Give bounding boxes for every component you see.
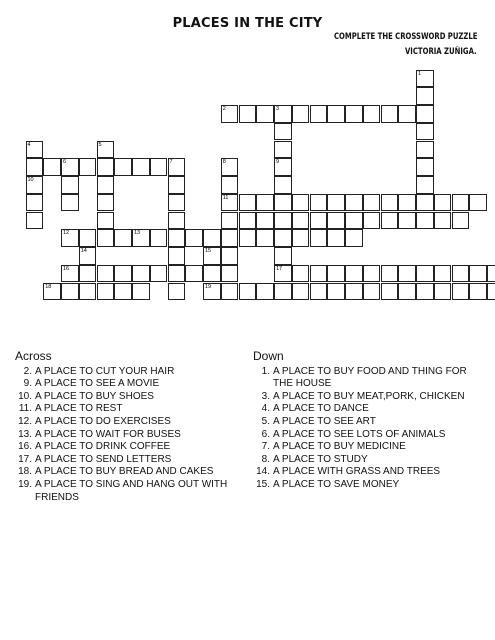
grid-cell[interactable] bbox=[61, 194, 79, 212]
grid-cell[interactable] bbox=[97, 283, 115, 301]
grid-cell[interactable] bbox=[398, 194, 416, 212]
cell-number: 2 bbox=[222, 106, 226, 112]
grid-cell[interactable] bbox=[274, 229, 292, 247]
clue-number: 5. bbox=[261, 415, 270, 427]
grid-cell[interactable] bbox=[292, 194, 310, 212]
clue-number: 13. bbox=[18, 428, 32, 440]
instructions: COMPLETE THE CROSSWORD PUZZLE bbox=[333, 32, 477, 42]
grid-cell[interactable] bbox=[132, 158, 150, 176]
grid-cell[interactable] bbox=[221, 194, 239, 212]
grid-cell[interactable] bbox=[26, 176, 44, 194]
grid-cell[interactable] bbox=[310, 194, 328, 212]
grid-cell[interactable] bbox=[292, 265, 310, 283]
grid-cell[interactable] bbox=[487, 265, 495, 283]
grid-cell[interactable] bbox=[114, 283, 132, 301]
across-clue bbox=[15, 366, 240, 379]
cell-number: 8 bbox=[222, 159, 226, 166]
grid-cell[interactable] bbox=[398, 265, 416, 283]
grid-cell[interactable] bbox=[150, 158, 168, 176]
grid-cell[interactable] bbox=[381, 212, 399, 230]
grid-cell[interactable] bbox=[221, 229, 239, 247]
clue-number: 16. bbox=[18, 441, 32, 453]
down-clue bbox=[253, 466, 485, 479]
grid-cell[interactable] bbox=[256, 229, 274, 247]
grid-cell[interactable] bbox=[274, 158, 292, 176]
grid-cell[interactable] bbox=[416, 87, 434, 105]
grid-cell[interactable] bbox=[239, 283, 257, 301]
down-clue bbox=[253, 391, 485, 404]
grid-cell[interactable] bbox=[452, 265, 470, 283]
down-heading: Down bbox=[253, 349, 284, 363]
grid-cell[interactable] bbox=[132, 265, 150, 283]
grid-cell[interactable] bbox=[452, 194, 470, 212]
grid-cell[interactable] bbox=[452, 283, 470, 301]
grid-cell[interactable] bbox=[150, 229, 168, 247]
across-clue bbox=[15, 378, 240, 391]
clue-text: A PLACE TO DO EXERCISES bbox=[35, 415, 171, 427]
grid-cell[interactable] bbox=[97, 176, 115, 194]
grid-cell[interactable] bbox=[381, 283, 399, 301]
clue-number: 12. bbox=[18, 415, 32, 427]
grid-cell[interactable] bbox=[26, 194, 44, 212]
grid-cell[interactable] bbox=[274, 105, 292, 123]
grid-cell[interactable] bbox=[274, 141, 292, 159]
grid-cell[interactable] bbox=[221, 176, 239, 194]
grid-cell[interactable] bbox=[150, 265, 168, 283]
grid-cell[interactable] bbox=[292, 229, 310, 247]
clue-number: 11. bbox=[18, 403, 32, 415]
grid-cell[interactable] bbox=[61, 283, 79, 301]
clue-number: 18. bbox=[18, 466, 32, 478]
grid-cell[interactable] bbox=[114, 158, 132, 176]
cell-number: 16 bbox=[63, 265, 70, 272]
grid-cell[interactable] bbox=[327, 283, 345, 301]
clue-text: A PLACE TO SING AND HANG OUT WITH FRIENDS bbox=[35, 478, 228, 503]
grid-cell[interactable] bbox=[203, 229, 221, 247]
cell-number: 14 bbox=[80, 248, 87, 254]
grid-cell[interactable] bbox=[221, 158, 239, 176]
down-clues bbox=[253, 350, 485, 492]
down-clue bbox=[253, 479, 485, 492]
grid-cell[interactable] bbox=[185, 229, 203, 247]
puzzle-title: PLACES IN THE CITY bbox=[172, 16, 323, 31]
grid-cell[interactable] bbox=[416, 105, 434, 123]
grid-cell[interactable] bbox=[274, 265, 292, 283]
clue-number: 14. bbox=[256, 466, 270, 478]
grid-cell[interactable] bbox=[79, 247, 97, 265]
cell-number: 11 bbox=[222, 194, 229, 201]
grid-cell[interactable] bbox=[239, 194, 257, 212]
grid-cell[interactable] bbox=[203, 265, 221, 283]
down-clue bbox=[253, 403, 485, 416]
across-clue bbox=[15, 391, 240, 404]
clue-number: 4. bbox=[261, 403, 270, 415]
grid-cell[interactable] bbox=[132, 229, 150, 247]
grid-cell[interactable] bbox=[43, 283, 61, 301]
grid-cell[interactable] bbox=[168, 212, 186, 230]
cell-number: 7 bbox=[169, 159, 173, 166]
down-clue bbox=[253, 441, 485, 454]
clue-text: A PLACE TO SEE ART bbox=[273, 415, 376, 427]
clue-number: 3. bbox=[261, 390, 270, 402]
grid-cell[interactable] bbox=[79, 158, 97, 176]
grid-cell[interactable] bbox=[469, 194, 487, 212]
grid-cell[interactable] bbox=[274, 194, 292, 212]
grid-cell[interactable] bbox=[434, 194, 452, 212]
across-clue bbox=[15, 441, 240, 454]
grid-cell[interactable] bbox=[310, 212, 328, 230]
clue-text: A PLACE TO REST bbox=[35, 403, 123, 415]
clue-number: 6. bbox=[261, 428, 270, 440]
grid-cell[interactable] bbox=[239, 229, 257, 247]
grid-cell[interactable] bbox=[239, 212, 257, 230]
grid-cell[interactable] bbox=[469, 265, 487, 283]
grid-cell[interactable] bbox=[487, 283, 495, 301]
grid-cell[interactable] bbox=[97, 265, 115, 283]
clue-text: A PLACE TO BUY MEDICINE bbox=[273, 441, 406, 453]
grid-cell[interactable] bbox=[97, 158, 115, 176]
grid-cell[interactable] bbox=[381, 105, 399, 123]
grid-cell[interactable] bbox=[416, 283, 434, 301]
grid-cell[interactable] bbox=[203, 247, 221, 265]
grid-cell[interactable] bbox=[79, 265, 97, 283]
cell-number: 9 bbox=[276, 159, 280, 166]
grid-cell[interactable] bbox=[469, 283, 487, 301]
across-clue bbox=[15, 479, 240, 504]
cell-number: 6 bbox=[63, 159, 67, 166]
author-name: VICTORIA ZUÑIGA. bbox=[405, 47, 477, 57]
clue-text: A PLACE TO DANCE bbox=[273, 403, 369, 415]
grid-cell[interactable] bbox=[381, 194, 399, 212]
grid-cell[interactable] bbox=[416, 123, 434, 141]
grid-cell[interactable] bbox=[416, 265, 434, 283]
grid-cell[interactable] bbox=[256, 212, 274, 230]
grid-cell[interactable] bbox=[97, 194, 115, 212]
clue-text: A PLACE TO BUY SHOES bbox=[35, 390, 154, 402]
clue-text: A PLACE WITH GRASS AND TREES bbox=[273, 466, 441, 478]
cell-number: 1 bbox=[418, 70, 422, 77]
grid-cell[interactable] bbox=[434, 212, 452, 230]
grid-cell[interactable] bbox=[256, 283, 274, 301]
grid-cell[interactable] bbox=[345, 212, 363, 230]
grid-cell[interactable] bbox=[168, 176, 186, 194]
grid-cell[interactable] bbox=[185, 265, 203, 283]
grid-cell[interactable] bbox=[363, 265, 381, 283]
grid-cell[interactable] bbox=[327, 194, 345, 212]
cell-number: 4 bbox=[27, 141, 31, 148]
grid-cell[interactable] bbox=[221, 212, 239, 230]
grid-cell[interactable] bbox=[26, 212, 44, 230]
grid-cell[interactable] bbox=[97, 229, 115, 247]
clue-number: 9. bbox=[23, 378, 32, 390]
grid-cell[interactable] bbox=[168, 158, 186, 176]
grid-cell[interactable] bbox=[97, 212, 115, 230]
grid-cell[interactable] bbox=[114, 265, 132, 283]
grid-cell[interactable] bbox=[416, 176, 434, 194]
down-clue bbox=[253, 366, 485, 391]
across-clue bbox=[15, 416, 240, 429]
cell-number: 3 bbox=[276, 106, 280, 112]
grid-cell[interactable] bbox=[274, 283, 292, 301]
grid-cell[interactable] bbox=[310, 105, 328, 123]
grid-cell[interactable] bbox=[61, 229, 79, 247]
grid-cell[interactable] bbox=[363, 283, 381, 301]
clue-number: 15. bbox=[256, 478, 270, 490]
grid-cell[interactable] bbox=[61, 265, 79, 283]
grid-cell[interactable] bbox=[97, 141, 115, 159]
cell-number: 12 bbox=[63, 230, 70, 237]
across-clues bbox=[15, 350, 240, 504]
grid-cell[interactable] bbox=[274, 247, 292, 265]
grid-cell[interactable] bbox=[221, 283, 239, 301]
grid-cell[interactable] bbox=[398, 283, 416, 301]
clue-text: A PLACE TO DRINK COFFEE bbox=[35, 441, 171, 453]
down-clue bbox=[253, 454, 485, 467]
grid-cell[interactable] bbox=[398, 212, 416, 230]
across-heading: Across bbox=[15, 349, 52, 363]
grid-cell[interactable] bbox=[327, 105, 345, 123]
grid-cell[interactable] bbox=[416, 158, 434, 176]
grid-cell[interactable] bbox=[310, 283, 328, 301]
grid-cell[interactable] bbox=[327, 212, 345, 230]
grid-cell[interactable] bbox=[221, 105, 239, 123]
clue-text: A PLACE TO CUT YOUR HAIR bbox=[35, 365, 175, 377]
grid-cell[interactable] bbox=[363, 194, 381, 212]
grid-cell[interactable] bbox=[416, 70, 434, 88]
grid-cell[interactable] bbox=[168, 229, 186, 247]
across-clue bbox=[15, 454, 240, 467]
clue-number: 7. bbox=[261, 441, 270, 453]
grid-cell[interactable] bbox=[416, 194, 434, 212]
across-clue bbox=[15, 403, 240, 416]
clue-number: 19. bbox=[18, 478, 32, 490]
grid-cell[interactable] bbox=[416, 212, 434, 230]
grid-cell[interactable] bbox=[168, 283, 186, 301]
clue-text: A PLACE TO SEND LETTERS bbox=[35, 453, 172, 465]
grid-cell[interactable] bbox=[345, 283, 363, 301]
clue-number: 8. bbox=[261, 453, 270, 465]
down-clue bbox=[253, 429, 485, 442]
down-clue bbox=[253, 416, 485, 429]
grid-cell[interactable] bbox=[310, 229, 328, 247]
cell-number: 10 bbox=[27, 177, 34, 183]
across-clue bbox=[15, 466, 240, 479]
across-clue bbox=[15, 429, 240, 442]
clue-text: A PLACE TO SAVE MONEY bbox=[273, 478, 400, 490]
clue-number: 1. bbox=[261, 365, 270, 377]
clue-number: 10. bbox=[18, 390, 32, 402]
cell-number: 13 bbox=[134, 230, 141, 237]
clue-text: A PLACE TO WAIT FOR BUSES bbox=[35, 428, 181, 440]
grid-cell[interactable] bbox=[345, 105, 363, 123]
grid-cell[interactable] bbox=[434, 283, 452, 301]
clue-text: A PLACE TO BUY MEAT,PORK, CHICKEN bbox=[273, 390, 465, 402]
grid-cell[interactable] bbox=[310, 265, 328, 283]
grid-cell[interactable] bbox=[168, 247, 186, 265]
cell-number: 17 bbox=[276, 265, 283, 272]
grid-cell[interactable] bbox=[381, 265, 399, 283]
grid-cell[interactable] bbox=[416, 141, 434, 159]
grid-cell[interactable] bbox=[292, 283, 310, 301]
clue-text: A PLACE TO BUY FOOD AND THING FOR THE HOUSE bbox=[273, 365, 467, 390]
grid-cell[interactable] bbox=[43, 158, 61, 176]
grid-cell[interactable] bbox=[26, 141, 44, 159]
cell-number: 19 bbox=[205, 283, 212, 290]
clue-text: A PLACE TO BUY BREAD AND CAKES bbox=[35, 466, 214, 478]
grid-cell[interactable] bbox=[114, 229, 132, 247]
grid-cell[interactable] bbox=[363, 212, 381, 230]
grid-cell[interactable] bbox=[274, 176, 292, 194]
grid-cell[interactable] bbox=[327, 229, 345, 247]
cell-number: 18 bbox=[45, 283, 52, 290]
grid-cell[interactable] bbox=[221, 265, 239, 283]
grid-cell[interactable] bbox=[26, 158, 44, 176]
grid-cell[interactable] bbox=[256, 105, 274, 123]
grid-cell[interactable] bbox=[292, 105, 310, 123]
grid-cell[interactable] bbox=[274, 123, 292, 141]
grid-cell[interactable] bbox=[363, 105, 381, 123]
grid-cell[interactable] bbox=[168, 265, 186, 283]
clue-text: A PLACE TO SEE A MOVIE bbox=[35, 378, 160, 390]
grid-cell[interactable] bbox=[434, 265, 452, 283]
grid-cell[interactable] bbox=[345, 194, 363, 212]
grid-cell[interactable] bbox=[327, 265, 345, 283]
grid-cell[interactable] bbox=[203, 283, 221, 301]
grid-cell[interactable] bbox=[132, 283, 150, 301]
cell-number: 15 bbox=[205, 248, 212, 254]
clue-number: 17. bbox=[18, 453, 32, 465]
grid-cell[interactable] bbox=[256, 194, 274, 212]
cell-number: 5 bbox=[98, 141, 102, 148]
clue-text: A PLACE TO SEE LOTS OF ANIMALS bbox=[273, 428, 446, 440]
grid-cell[interactable] bbox=[61, 158, 79, 176]
grid-cell[interactable] bbox=[79, 283, 97, 301]
grid-cell[interactable] bbox=[345, 229, 363, 247]
grid-cell[interactable] bbox=[274, 212, 292, 230]
grid-cell[interactable] bbox=[61, 176, 79, 194]
grid-cell[interactable] bbox=[168, 194, 186, 212]
grid-cell[interactable] bbox=[79, 229, 97, 247]
clue-number: 2. bbox=[23, 365, 32, 377]
grid-cell[interactable] bbox=[239, 105, 257, 123]
grid-cell[interactable] bbox=[398, 105, 416, 123]
clue-text: A PLACE TO STUDY bbox=[273, 453, 368, 465]
grid-cell[interactable] bbox=[292, 212, 310, 230]
grid-cell[interactable] bbox=[452, 212, 470, 230]
grid-cell[interactable] bbox=[221, 247, 239, 265]
grid-cell[interactable] bbox=[345, 265, 363, 283]
